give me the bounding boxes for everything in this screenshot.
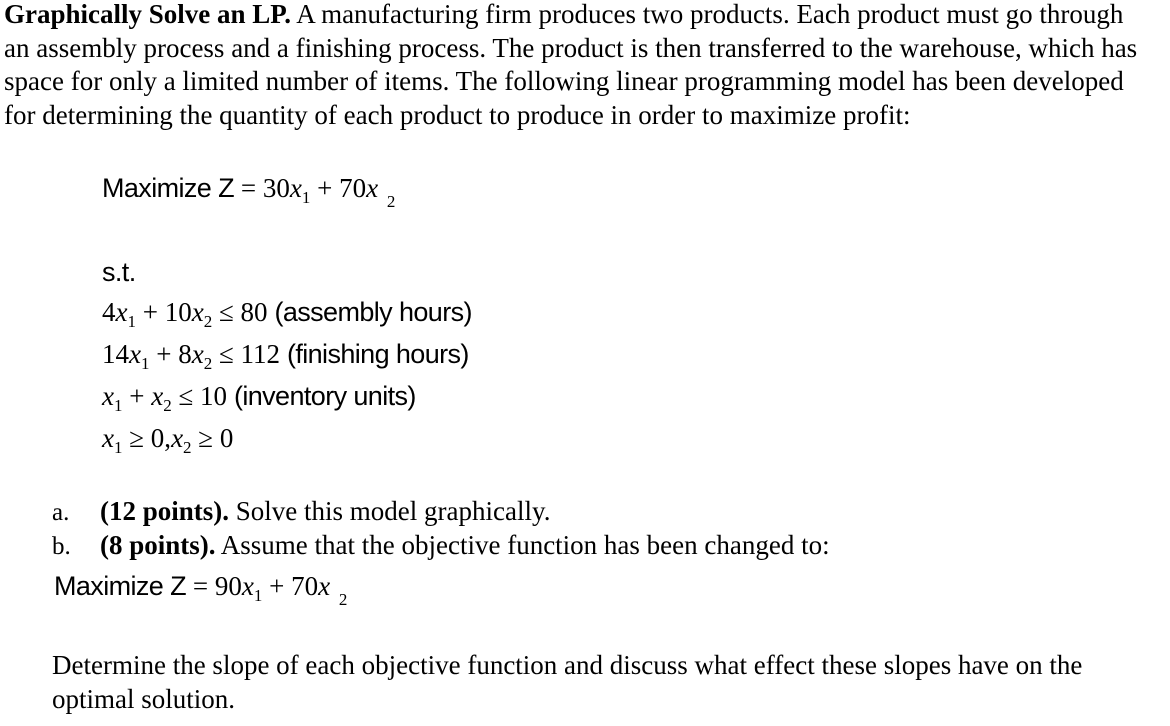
subject-to-label: s.t. xyxy=(102,257,136,287)
list-marker: b. xyxy=(52,533,71,560)
problem-description: A manufacturing firm produces two products. Each product must go through an assembly process and a finishing process. The product is then transferred to the warehouse, which has space for only a limited number of items. The following linear programming model has been developed for determining the quantity of each product to produce in order to maximize profit: xyxy=(4,0,1138,130)
constraint-inventory: $x_1 + x_2 \le 10$ (inventory units) xyxy=(102,381,416,415)
problem-statement xyxy=(4,0,1144,132)
closing-question: Determine the slope of each objective function and discuss what effect these slopes have on the optimal solution. xyxy=(52,650,1083,714)
new-objective-label: Maximize Z xyxy=(54,571,187,601)
question-text: Solve this model graphically. xyxy=(229,496,551,526)
constraint-finishing: $14x_1 + 8x_2 \le 112$ (finishing hours) xyxy=(102,339,469,373)
question-text: Assume that the objective function has been changed to: xyxy=(215,530,830,560)
constraint-note: (assembly hours) xyxy=(274,297,472,327)
list-marker: a. xyxy=(52,499,70,526)
question-points: (12 points). xyxy=(100,496,230,526)
objective-coef-x1: 30 xyxy=(262,173,290,203)
objective-coef-x2: 70 xyxy=(339,173,367,203)
problem-title: Graphically Solve an LP. xyxy=(4,0,292,29)
objective-label: Maximize Z xyxy=(102,173,235,203)
constraint-note: (inventory units) xyxy=(233,381,416,411)
constraint-note: (finishing hours) xyxy=(286,339,469,369)
constraint-nonnegativity: $x_1 \ge 0,x_2 \ge 0$ xyxy=(102,423,234,457)
question-b xyxy=(52,530,830,561)
constraint-assembly: $4x_1 + 10x_2 \le 80$ (assembly hours) xyxy=(102,297,472,331)
new-objective-function: Maximize $Z = 90x_1 + 70x$ $_2$ xyxy=(54,571,348,609)
question-points: (8 points). xyxy=(100,530,216,560)
objective-function: Maximize $Z = 30x_1 + 70x$ $_2$ xyxy=(102,173,396,211)
question-a xyxy=(52,496,550,527)
